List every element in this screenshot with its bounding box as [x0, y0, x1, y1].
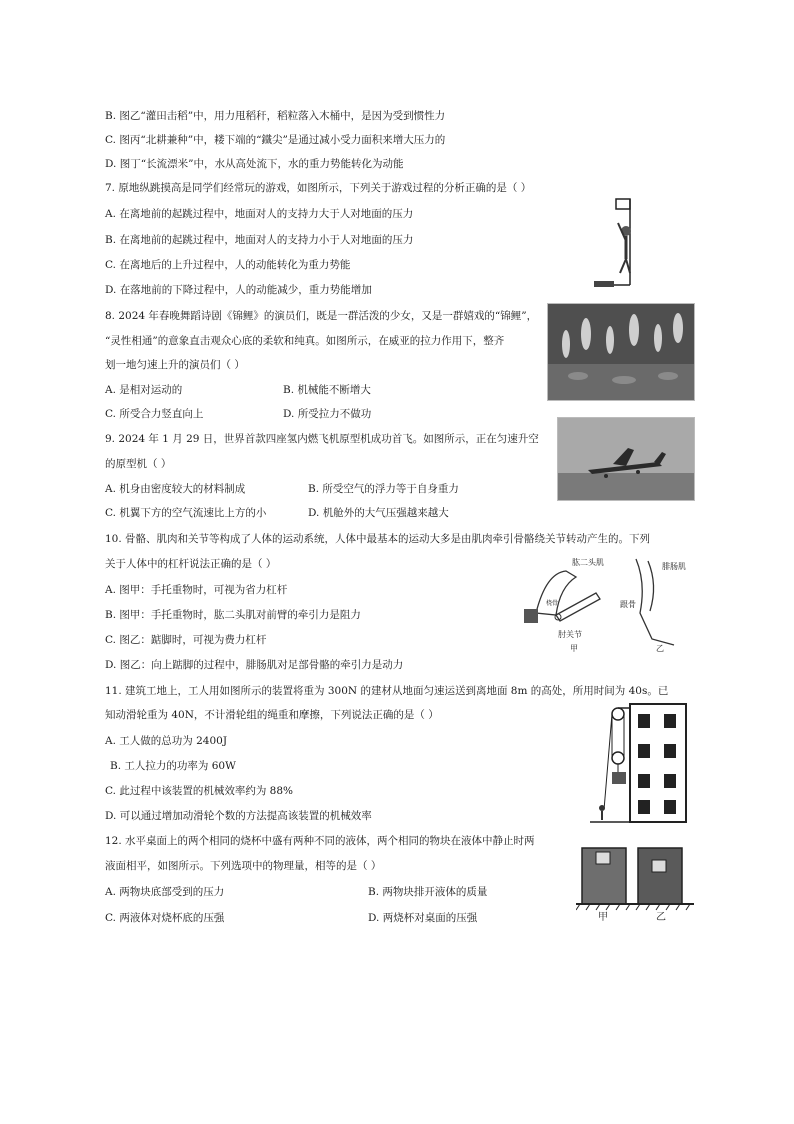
label-joint: 肘关节 — [558, 630, 582, 639]
label-foot-bone: 跟骨 — [620, 600, 636, 609]
q10-option-a: A. 图甲：手托重物时，可视为省力杠杆 — [105, 584, 288, 596]
q11-option-b: B. 工人拉力的功率为 60W — [110, 760, 236, 772]
q9-option-a: A. 机身由密度较大的材料制成 — [105, 483, 246, 495]
q9-plane-photo — [557, 417, 695, 501]
q6-option-b: B. 图乙“灌田击稻”中，用力甩稻秆，稻粒落入木桶中，是因为受到惯性力 — [105, 110, 446, 122]
label-beaker-a: 甲 — [598, 912, 608, 922]
q7-option-a: A. 在离地前的起跳过程中，地面对人的支持力大于人对地面的压力 — [105, 208, 414, 220]
q12-stem-2: 液面相平，如图所示。下列选项中的物理量，相等的是（ ） — [105, 860, 382, 872]
q11-stem-2: 知动滑轮重为 40N，不计滑轮组的绳重和摩擦，下列说法正确的是（ ） — [105, 709, 439, 721]
q8-stem-3: 划一地匀速上升的演员们（ ） — [105, 359, 245, 371]
q10-stem-2: 关于人体中的杠杆说法正确的是（ ） — [105, 558, 277, 570]
q8-dance-photo — [547, 303, 695, 401]
label-calf-muscle: 腓肠肌 — [662, 562, 686, 571]
label-beaker-b: 乙 — [656, 912, 666, 922]
q11-option-a: A. 工人做的总功为 2400J — [105, 735, 228, 747]
q9-option-b: B. 所受空气的浮力等于自身重力 — [308, 483, 459, 495]
q7-option-d: D. 在落地前的下降过程中，人的动能减少，重力势能增加 — [105, 284, 372, 296]
q8-option-c: C. 所受合力竖直向上 — [105, 408, 204, 420]
q6-option-c: C. 图丙“北耕兼种”中，耧下端的“鐵尖”是通过减小受力面积来增大压力的 — [105, 134, 446, 146]
q12-option-d: D. 两烧杯对桌面的压强 — [368, 912, 478, 924]
q9-option-d: D. 机舱外的大气压强越来越大 — [308, 507, 449, 519]
q8-option-a: A. 是相对运动的 — [105, 384, 183, 396]
label-arm-muscle: 肱二头肌 — [572, 558, 604, 567]
q11-option-d: D. 可以通过增加动滑轮个数的方法提高该装置的机械效率 — [105, 810, 372, 822]
q7-jump-figure — [588, 193, 648, 293]
q12-option-a: A. 两物块底部受到的压力 — [105, 886, 225, 898]
q8-option-b: B. 机械能不断增大 — [283, 384, 371, 396]
q10-stem-1: 10. 骨骼、肌肉和关节等构成了人体的运动系统，人体中最基本的运动大多是由肌肉牵引骨骼绕关节转动产生的。下列 — [105, 533, 651, 545]
q10-option-b: B. 图甲：手托重物时，肱二头肌对前臂的牵引力是阻力 — [105, 609, 361, 621]
q7-option-c: C. 在离地后的上升过程中，人的动能转化为重力势能 — [105, 259, 351, 271]
q9-stem-2: 的原型机（ ） — [105, 458, 172, 470]
label-arm-bone: 桡骨 — [546, 600, 559, 607]
q11-pulley-building-figure — [590, 700, 690, 828]
label-fig-b: 乙 — [656, 644, 664, 653]
q10-option-d: D. 图乙：向上踮脚的过程中，腓肠肌对足部骨骼的牵引力是动力 — [105, 659, 404, 671]
q12-option-b: B. 两物块排开液体的质量 — [368, 886, 488, 898]
q9-stem-1: 9. 2024 年 1 月 29 日，世界首款四座氢内燃飞机原型机成功首飞。如图所示，正在匀速升空 — [105, 433, 539, 445]
q9-option-c: C. 机翼下方的空气流速比上方的小 — [105, 507, 267, 519]
q8-stem-2: “灵性相通”的意象直击观众心底的柔软和纯真。如图所示，在威亚的拉力作用下，整齐 — [105, 335, 505, 347]
q12-stem-1: 12. 水平桌面上的两个相同的烧杯中盛有两种不同的液体，两个相同的物块在液体中静止时两 — [105, 835, 535, 847]
q6-option-d: D. 图丁“长流漂米”中，水从高处流下，水的重力势能转化为动能 — [105, 158, 404, 170]
label-fig-a: 甲 — [570, 644, 578, 653]
q12-option-c: C. 两液体对烧杯底的压强 — [105, 912, 225, 924]
q7-option-b: B. 在离地前的起跳过程中，地面对人的支持力小于人对地面的压力 — [105, 234, 414, 246]
q12-beakers-figure — [576, 838, 694, 922]
q8-stem-1: 8. 2024 年春晚舞蹈诗剧《锦鲤》的演员们，既是一群活泼的少女，又是一群嬉戏的“锦鲤”， — [105, 310, 538, 322]
q11-stem-1: 11. 建筑工地上，工人用如图所示的装置将重为 300N 的建材从地面匀速运送到离地面 8m 的高处，所用时间为 40s。已 — [105, 685, 669, 697]
q10-option-c: C. 图乙：踮脚时，可视为费力杠杆 — [105, 634, 267, 646]
q8-option-d: D. 所受拉力不做功 — [283, 408, 372, 420]
q10-anatomy-figure — [516, 553, 692, 655]
q11-option-c: C. 此过程中该装置的机械效率约为 88% — [105, 785, 294, 797]
q7-stem: 7. 原地纵跳摸高是同学们经常玩的游戏，如图所示，下列关于游戏过程的分析正确的是（ ） — [105, 182, 532, 194]
